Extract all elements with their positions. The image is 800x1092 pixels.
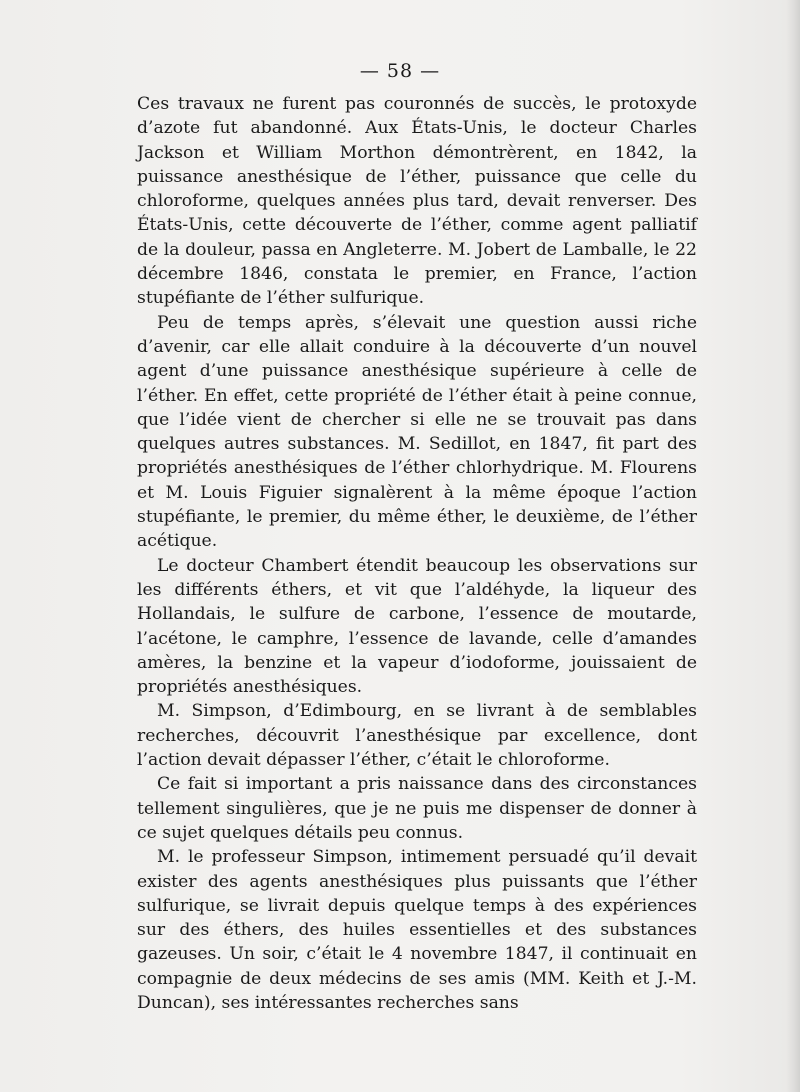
paragraph: Le docteur Chambert étendit beaucoup les observations sur les différents éthers, et vit que l’aldéhyde, la liqueur des Hollandais, le sulfure de carbone, l’essence de moutarde, l’acétone, le camphre, l’essence de lavande, celle d’amandes amères, la benzine et la vapeur d’iodoforme, jouissaient de propriétés anesthésiques. xyxy=(137,555,697,698)
page-number: — 58 — xyxy=(359,60,441,82)
paragraph: M. le professeur Simpson, intimement persuadé qu’il devait exister des agents anesthésiques plus puissants que l’éther sulfurique, se livrait depuis quelque temps à des expériences sur des éthers, des huiles essentielles et des substances gazeuses. Un soir, c’était le 4 novembre 1847, il continuait en compagnie de deux médecins de ses amis (MM. Keith et J.-M. Duncan), ses intéressantes recherches sans xyxy=(137,847,697,1013)
paragraph: Ces travaux ne furent pas couronnés de succès, le protoxyde d’azote fut abandonné. Aux États-Unis, le docteur Charles Jackson et William Morthon démontrèrent, en 1842, la puissance anesthésique de l’éther, puissance que celle du chloroforme, quelques années plus tard, devait renverser. Des États-Unis, cette découverte de l’éther, comme agent palliatif de la douleur, passa en Angleterre. M. Jobert de Lamballe, le 22 décembre 1846, constata le premier, en France, l’action stupéfiante de l’éther sulfurique. xyxy=(137,94,697,309)
body-text xyxy=(137,92,697,1015)
paragraph: Ce fait si important a pris naissance dans des circonstances tellement singulières, que je ne puis me dispenser de donner à ce sujet quelques détails peu connus. xyxy=(137,774,697,843)
page-edge-shadow xyxy=(786,0,800,1092)
paragraph: Peu de temps après, s’élevait une question aussi riche d’avenir, car elle allait conduire à la découverte d’un nouvel agent d’une puissance anesthésique supérieure à celle de l’éther. En effet, cette propriété de l’éther était à peine connue, que l’idée vient de chercher si elle ne se trouvait pas dans quelques autres substances. M. Sedillot, en 1847, fit part des propriétés anesthésiques de l’éther chlorhydrique. M. Flourens et M. Louis Figuier signalèrent à la même époque l’action stupéfiante, le premier, du même éther, le deuxième, de l’éther acétique. xyxy=(137,312,697,552)
paragraph: M. Simpson, d’Edimbourg, en se livrant à de semblables recherches, découvrit l’anesthésique par excellence, dont l’action devait dépasser l’éther, c’était le chloroforme. xyxy=(137,701,697,771)
